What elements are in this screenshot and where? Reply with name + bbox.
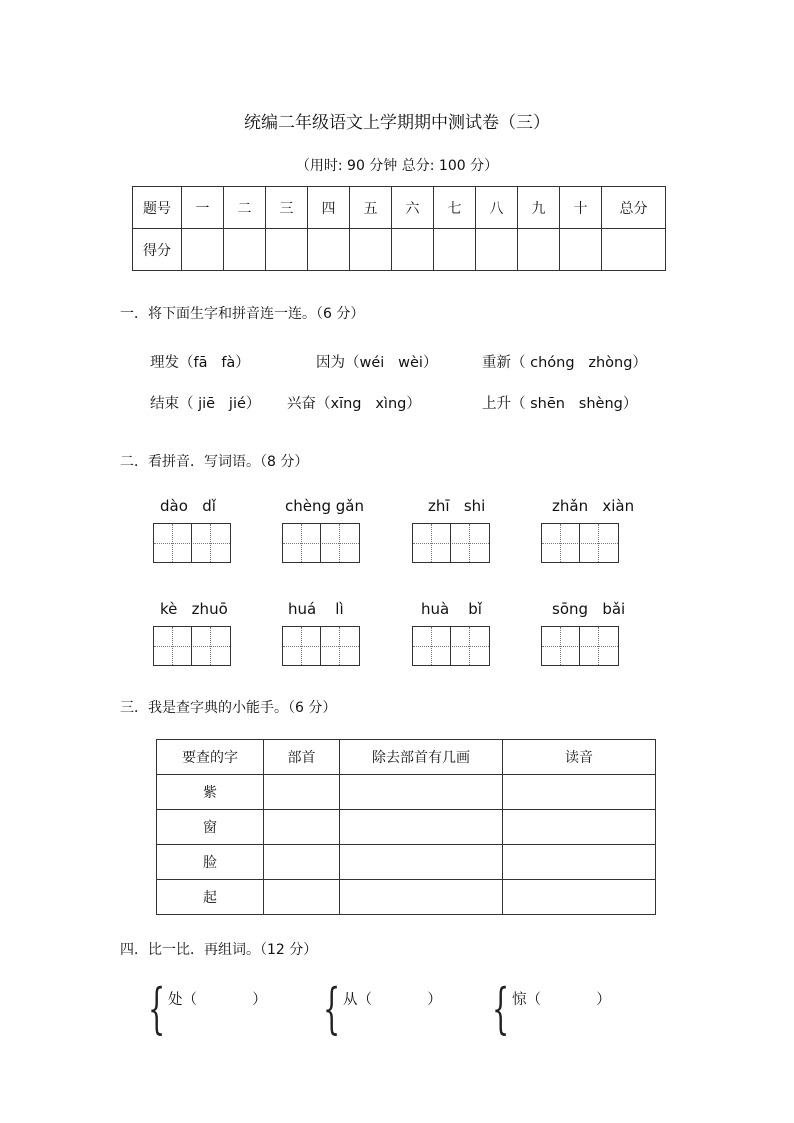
compare-item[interactable]: 惊（ ） bbox=[512, 992, 611, 1008]
brace-icon: { bbox=[492, 977, 510, 1040]
match-item[interactable]: 理发（fā fà） bbox=[150, 355, 250, 371]
answer-cell[interactable] bbox=[503, 880, 656, 915]
score-input-cell[interactable] bbox=[476, 229, 518, 271]
brace-icon: { bbox=[148, 977, 166, 1040]
pinyin-label: zhǎn xiàn bbox=[552, 497, 635, 515]
table-row bbox=[157, 775, 656, 810]
section1-heading: 一．将下面生字和拼音连一连。（6 分） bbox=[120, 306, 365, 322]
writing-grid[interactable] bbox=[412, 626, 490, 666]
score-input-cell[interactable] bbox=[602, 229, 666, 271]
char-cell: 脸 bbox=[157, 845, 264, 880]
answer-cell[interactable] bbox=[503, 810, 656, 845]
score-input-cell[interactable] bbox=[182, 229, 224, 271]
score-header-cell: 总分 bbox=[602, 187, 666, 229]
exam-info: （用时: 90 分钟 总分: 100 分） bbox=[295, 158, 499, 174]
score-header-cell: 十 bbox=[560, 187, 602, 229]
match-item[interactable]: 结束（ jiē jié） bbox=[150, 396, 261, 412]
char-cell: 紫 bbox=[157, 775, 264, 810]
score-input-cell[interactable] bbox=[266, 229, 308, 271]
writing-grid[interactable] bbox=[412, 523, 490, 563]
score-header-cell: 二 bbox=[224, 187, 266, 229]
dictionary-header-cell: 要查的字 bbox=[157, 740, 264, 775]
section4-heading: 四．比一比．再组词。（12 分） bbox=[120, 942, 318, 958]
score-table bbox=[132, 186, 666, 271]
score-header-cell: 一 bbox=[182, 187, 224, 229]
answer-cell[interactable] bbox=[264, 845, 340, 880]
answer-cell[interactable] bbox=[503, 775, 656, 810]
score-header-cell: 九 bbox=[518, 187, 560, 229]
score-table-score-row bbox=[133, 229, 666, 271]
score-header-cell: 六 bbox=[392, 187, 434, 229]
writing-grid[interactable] bbox=[153, 626, 231, 666]
dictionary-header-cell: 除去部首有几画 bbox=[340, 740, 503, 775]
section3-heading: 三．我是查字典的小能手。（6 分） bbox=[120, 700, 337, 716]
page-title: 统编二年级语文上学期期中测试卷（三） bbox=[244, 113, 550, 133]
writing-grid[interactable] bbox=[282, 626, 360, 666]
pinyin-label: kè zhuō bbox=[160, 600, 228, 618]
score-input-cell[interactable] bbox=[308, 229, 350, 271]
match-item[interactable]: 上升（ shēn shèng） bbox=[482, 396, 638, 412]
dictionary-header-row bbox=[157, 740, 656, 775]
score-header-cell: 三 bbox=[266, 187, 308, 229]
score-header-cell: 七 bbox=[434, 187, 476, 229]
compare-item[interactable]: 从（ ） bbox=[343, 992, 442, 1008]
char-cell: 起 bbox=[157, 880, 264, 915]
answer-cell[interactable] bbox=[340, 845, 503, 880]
writing-grid[interactable] bbox=[282, 523, 360, 563]
pinyin-label: dào dǐ bbox=[160, 497, 216, 515]
score-row-label: 得分 bbox=[133, 229, 182, 271]
score-header-cell: 题号 bbox=[133, 187, 182, 229]
score-input-cell[interactable] bbox=[392, 229, 434, 271]
score-table-header-row bbox=[133, 187, 666, 229]
score-input-cell[interactable] bbox=[560, 229, 602, 271]
compare-item[interactable]: 处（ ） bbox=[168, 992, 267, 1008]
writing-grid[interactable] bbox=[541, 523, 619, 563]
answer-cell[interactable] bbox=[340, 810, 503, 845]
pinyin-label: zhī shi bbox=[428, 497, 486, 515]
table-row bbox=[157, 810, 656, 845]
writing-grid[interactable] bbox=[541, 626, 619, 666]
answer-cell[interactable] bbox=[340, 775, 503, 810]
score-header-cell: 五 bbox=[350, 187, 392, 229]
answer-cell[interactable] bbox=[264, 880, 340, 915]
match-item[interactable]: 重新（ chóng zhòng） bbox=[482, 355, 647, 371]
pinyin-label: chèng gǎn bbox=[285, 497, 364, 515]
match-item[interactable]: 兴奋（xīng xìng） bbox=[287, 396, 421, 412]
dictionary-header-cell: 读音 bbox=[503, 740, 656, 775]
answer-cell[interactable] bbox=[340, 880, 503, 915]
writing-grid[interactable] bbox=[153, 523, 231, 563]
pinyin-label: huà bǐ bbox=[421, 600, 482, 618]
pinyin-label: sōng bǎi bbox=[552, 600, 626, 618]
score-input-cell[interactable] bbox=[518, 229, 560, 271]
score-input-cell[interactable] bbox=[434, 229, 476, 271]
answer-cell[interactable] bbox=[264, 775, 340, 810]
score-input-cell[interactable] bbox=[350, 229, 392, 271]
dictionary-table bbox=[156, 739, 656, 915]
char-cell: 窗 bbox=[157, 810, 264, 845]
table-row bbox=[157, 845, 656, 880]
pinyin-label: huá lì bbox=[288, 600, 344, 618]
answer-cell[interactable] bbox=[503, 845, 656, 880]
score-header-cell: 八 bbox=[476, 187, 518, 229]
table-row bbox=[157, 880, 656, 915]
brace-icon: { bbox=[323, 977, 341, 1040]
dictionary-header-cell: 部首 bbox=[264, 740, 340, 775]
score-header-cell: 四 bbox=[308, 187, 350, 229]
score-input-cell[interactable] bbox=[224, 229, 266, 271]
section2-heading: 二．看拼音．写词语。（8 分） bbox=[120, 454, 309, 470]
match-item[interactable]: 因为（wéi wèi） bbox=[316, 355, 438, 371]
answer-cell[interactable] bbox=[264, 810, 340, 845]
